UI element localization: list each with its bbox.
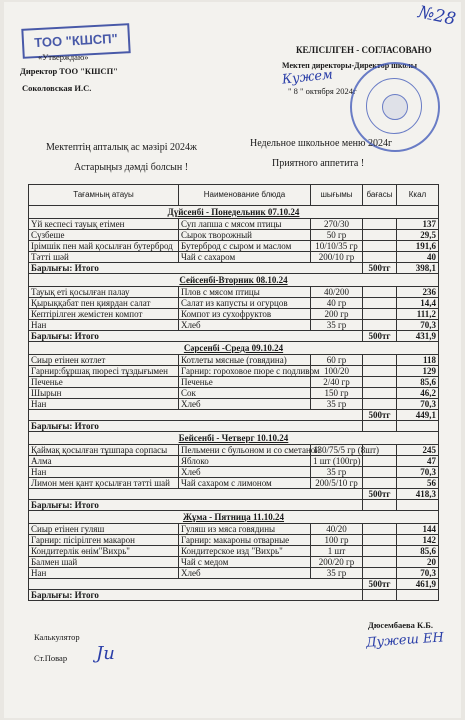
day-header-row xyxy=(29,206,439,219)
menu-item-row xyxy=(29,309,439,320)
dish-output: 35 гр xyxy=(311,467,363,478)
day-label: Дүйсенбі - Понедельник 07.10.24 xyxy=(29,206,439,219)
agreed-label: КЕЛІСІЛГЕН - СОГЛАСОВАНО xyxy=(296,45,432,55)
dish-kcal: 70,3 xyxy=(397,399,439,410)
signer-name: Дюсембаева К.Б. xyxy=(368,620,434,630)
dish-output: 100/20 xyxy=(311,366,363,377)
dish-price xyxy=(363,219,397,230)
dish-name-ru: Чай сахаром с лимоном xyxy=(179,478,311,489)
menu-item-row xyxy=(29,467,439,478)
menu-item-row xyxy=(29,366,439,377)
menu-item-row xyxy=(29,219,439,230)
dish-name-kz: Алма xyxy=(29,456,179,467)
dish-output: 35 гр xyxy=(311,568,363,579)
total-row xyxy=(29,500,439,511)
dish-price xyxy=(363,287,397,298)
total-label: Барлығы: Итого xyxy=(29,331,363,342)
total-label: Барлығы: Итого xyxy=(29,263,363,274)
dish-name-ru: Кондитерское изд "Вихрь" xyxy=(179,546,311,557)
dish-kcal: 40 xyxy=(397,252,439,263)
menu-item-row xyxy=(29,241,439,252)
dish-name-kz: Қаймақ қосылған тұшпара сорпасы xyxy=(29,445,179,456)
menu-item-row xyxy=(29,287,439,298)
menu-item-row xyxy=(29,456,439,467)
dish-name-kz: Нан xyxy=(29,399,179,410)
total-kcal xyxy=(397,500,439,511)
total-row xyxy=(29,331,439,342)
total-label: Барлығы: Итого xyxy=(29,590,363,601)
dish-output: 100 гр xyxy=(311,535,363,546)
menu-item-row xyxy=(29,557,439,568)
dish-name-kz: Кондитерлік өнім"Вихрь" xyxy=(29,546,179,557)
wish-ru: Приятного аппетита ! xyxy=(272,158,365,169)
dish-price xyxy=(363,388,397,399)
total-price: 500тг xyxy=(363,331,397,342)
day-label: Сейсенбі-Вторник 08.10.24 xyxy=(29,274,439,287)
dish-price xyxy=(363,241,397,252)
dish-name-ru: Плов с мясом птицы xyxy=(179,287,311,298)
approved-label: «Утверждаю» xyxy=(38,52,89,62)
school-director-title: Мектеп директоры-Директор школы xyxy=(282,61,418,70)
dish-name-ru: Котлеты мясные (говядина) xyxy=(179,355,311,366)
dish-output: 200/20 гр xyxy=(311,557,363,568)
day-label: Сәрсенбі -Среда 09.10.24 xyxy=(29,342,439,355)
total-price xyxy=(363,590,397,601)
dish-name-ru: Хлеб xyxy=(179,467,311,478)
dish-output: 40/200 xyxy=(311,287,363,298)
menu-item-row xyxy=(29,535,439,546)
total-label xyxy=(29,410,363,421)
dish-name-kz: Печенье xyxy=(29,377,179,388)
menu-item-row xyxy=(29,388,439,399)
day-label: Жұма - Пятница 11.10.24 xyxy=(29,511,439,524)
title-kz: Мектептің апталық ас мәзірі 2024ж xyxy=(46,142,197,153)
menu-item-row xyxy=(29,355,439,366)
calculator-label: Калькулятор xyxy=(34,632,80,642)
dish-name-kz: Нан xyxy=(29,467,179,478)
dish-name-ru: Чай с медом xyxy=(179,557,311,568)
dish-name-ru: Хлеб xyxy=(179,320,311,331)
header-price: бағасы xyxy=(363,185,397,206)
dish-price xyxy=(363,320,397,331)
director-title: Директор ТОО "КШСП" xyxy=(20,66,118,76)
dish-kcal: 85,6 xyxy=(397,377,439,388)
total-price xyxy=(363,421,397,432)
dish-price xyxy=(363,557,397,568)
header-ru: Наименование блюда xyxy=(179,185,311,206)
dish-kcal: 70,3 xyxy=(397,568,439,579)
header-output: шығымы xyxy=(311,185,363,206)
dish-name-ru: Чай с сахаром xyxy=(179,252,311,263)
dish-price xyxy=(363,366,397,377)
dish-price xyxy=(363,230,397,241)
dish-price xyxy=(363,568,397,579)
page-number: №28 xyxy=(416,2,458,30)
header-kcal: Ккал xyxy=(397,185,439,206)
dish-output: 2/40 гр xyxy=(311,377,363,388)
table-header-row xyxy=(29,185,439,206)
menu-item-row xyxy=(29,298,439,309)
dish-output: 1 шт (100гр) xyxy=(311,456,363,467)
day-header-row xyxy=(29,432,439,445)
day-header-row xyxy=(29,274,439,287)
dish-price xyxy=(363,478,397,489)
dish-price xyxy=(363,377,397,388)
dish-price xyxy=(363,524,397,535)
total-price: 500тг xyxy=(363,263,397,274)
total-kcal: 398,1 xyxy=(397,263,439,274)
agreed-date: " 8 " октября 2024г xyxy=(288,86,357,96)
dish-price xyxy=(363,309,397,320)
dish-name-kz: Балмен шай xyxy=(29,557,179,568)
dish-name-ru: Хлеб xyxy=(179,568,311,579)
dish-name-kz: Гарнир:бұршақ пюресі тұздығымен xyxy=(29,366,179,377)
dish-kcal: 47 xyxy=(397,456,439,467)
chef-signature: Ju xyxy=(96,643,115,664)
approval-signature: Кужем xyxy=(281,67,334,88)
dish-name-kz: Нан xyxy=(29,568,179,579)
dish-name-ru: Компот из сухофруктов xyxy=(179,309,311,320)
menu-item-row xyxy=(29,377,439,388)
dish-price xyxy=(363,535,397,546)
dish-name-ru: Яблоко xyxy=(179,456,311,467)
day-header-row xyxy=(29,511,439,524)
dish-price xyxy=(363,298,397,309)
dish-output: 40/20 xyxy=(311,524,363,535)
menu-item-row xyxy=(29,230,439,241)
dish-kcal: 14,4 xyxy=(397,298,439,309)
dish-kcal: 46,2 xyxy=(397,388,439,399)
total-label: Барлығы: Итого xyxy=(29,421,363,432)
total-row xyxy=(29,590,439,601)
dish-kcal: 129 xyxy=(397,366,439,377)
dish-name-kz: Сүзбеше xyxy=(29,230,179,241)
dish-name-ru: Пельмени с бульоном и со сметаной xyxy=(179,445,311,456)
dish-output: 200 гр xyxy=(311,309,363,320)
dish-output: 200/5/10 гр xyxy=(311,478,363,489)
dish-output: 50 гр xyxy=(311,230,363,241)
dish-output: 130/75/5 гр (8шт) xyxy=(311,445,363,456)
dish-name-ru: Гуляш из мяса говядины xyxy=(179,524,311,535)
total-kcal: 431,9 xyxy=(397,331,439,342)
title-ru: Недельное школьное меню 2024г xyxy=(250,138,393,149)
dish-name-ru: Салат из капусты и огурцов xyxy=(179,298,311,309)
dish-kcal: 70,3 xyxy=(397,467,439,478)
dish-kcal: 85,6 xyxy=(397,546,439,557)
dish-kcal: 245 xyxy=(397,445,439,456)
total-row xyxy=(29,421,439,432)
dish-output: 200/10 гр xyxy=(311,252,363,263)
menu-item-row xyxy=(29,399,439,410)
dish-kcal: 236 xyxy=(397,287,439,298)
dish-name-ru: Сырок творожный xyxy=(179,230,311,241)
dish-output: 1 шт xyxy=(311,546,363,557)
dish-kcal: 20 xyxy=(397,557,439,568)
director-name: Соколовская И.С. xyxy=(22,83,92,93)
menu-item-row xyxy=(29,524,439,535)
dish-kcal: 144 xyxy=(397,524,439,535)
day-header-row xyxy=(29,342,439,355)
dish-name-kz: Нан xyxy=(29,320,179,331)
menu-item-row xyxy=(29,568,439,579)
dish-output: 10/10/35 гр xyxy=(311,241,363,252)
dish-kcal: 137 xyxy=(397,219,439,230)
dish-name-ru: Хлеб xyxy=(179,399,311,410)
total-kcal xyxy=(397,421,439,432)
total-kcal: 449,1 xyxy=(397,410,439,421)
total-label: Барлығы: Итого xyxy=(29,500,363,511)
dish-name-ru: Суп лапша с мясом птицы xyxy=(179,219,311,230)
total-kcal xyxy=(397,590,439,601)
wish-kz: Астарыңыз дәмді болсын ! xyxy=(74,162,189,173)
total-row xyxy=(29,489,439,500)
total-price: 500тг xyxy=(363,410,397,421)
menu-item-row xyxy=(29,445,439,456)
total-kcal: 461,9 xyxy=(397,579,439,590)
dish-price xyxy=(363,399,397,410)
menu-item-row xyxy=(29,320,439,331)
total-row xyxy=(29,410,439,421)
signer-signature: Дужеш ЕН xyxy=(365,630,445,651)
total-row xyxy=(29,263,439,274)
total-price: 500тг xyxy=(363,579,397,590)
dish-kcal: 29,5 xyxy=(397,230,439,241)
dish-kcal: 142 xyxy=(397,535,439,546)
company-stamp: ТОО "КШСП" xyxy=(21,23,130,59)
dish-name-kz: Үй кеспесі тауық етімен xyxy=(29,219,179,230)
menu-item-row xyxy=(29,252,439,263)
dish-name-kz: Тәтті шәй xyxy=(29,252,179,263)
dish-name-ru: Сок xyxy=(179,388,311,399)
dish-price xyxy=(363,252,397,263)
dish-price xyxy=(363,546,397,557)
dish-name-kz: Кептірілген жемістен компот xyxy=(29,309,179,320)
dish-name-ru: Гарнир: макароны отварные xyxy=(179,535,311,546)
day-label: Бейсенбі - Четверг 10.10.24 xyxy=(29,432,439,445)
dish-name-ru: Бутерброд с сыром и маслом xyxy=(179,241,311,252)
chef-label: Ст.Повар xyxy=(34,653,68,663)
total-label xyxy=(29,579,363,590)
menu-item-row xyxy=(29,546,439,557)
dish-name-kz: Гарнир: пісірілген макарон xyxy=(29,535,179,546)
dish-kcal: 118 xyxy=(397,355,439,366)
total-kcal: 418,3 xyxy=(397,489,439,500)
dish-name-kz: Сиыр етінен котлет xyxy=(29,355,179,366)
dish-output: 60 гр xyxy=(311,355,363,366)
dish-kcal: 70,3 xyxy=(397,320,439,331)
dish-output: 35 гр xyxy=(311,320,363,331)
dish-name-kz: Тауық еті қосылған палау xyxy=(29,287,179,298)
dish-name-ru: Печенье xyxy=(179,377,311,388)
dish-name-kz: Сиыр етінен гуляш xyxy=(29,524,179,535)
dish-kcal: 56 xyxy=(397,478,439,489)
dish-output: 150 гр xyxy=(311,388,363,399)
total-price: 500тг xyxy=(363,489,397,500)
dish-price xyxy=(363,355,397,366)
header-kz: Тағамның атауы xyxy=(29,185,179,206)
dish-price xyxy=(363,467,397,478)
dish-output: 270/30 xyxy=(311,219,363,230)
dish-name-kz: Лимон мен қант қосылған тәтті шай xyxy=(29,478,179,489)
dish-output: 40 гр xyxy=(311,298,363,309)
dish-kcal: 111,2 xyxy=(397,309,439,320)
dish-name-kz: Шырын xyxy=(29,388,179,399)
dish-name-kz: Қырыққабат пен қиярдан салат xyxy=(29,298,179,309)
total-price xyxy=(363,500,397,511)
menu-item-row xyxy=(29,478,439,489)
menu-table xyxy=(28,184,439,601)
dish-output: 35 гр xyxy=(311,399,363,410)
dish-name-kz: Ірімшік пен май қосылған бутерброд xyxy=(29,241,179,252)
total-row xyxy=(29,579,439,590)
dish-price xyxy=(363,456,397,467)
dish-kcal: 191,6 xyxy=(397,241,439,252)
dish-name-ru: Гарнир: гороховое пюре с подливом xyxy=(179,366,311,377)
total-label xyxy=(29,489,363,500)
